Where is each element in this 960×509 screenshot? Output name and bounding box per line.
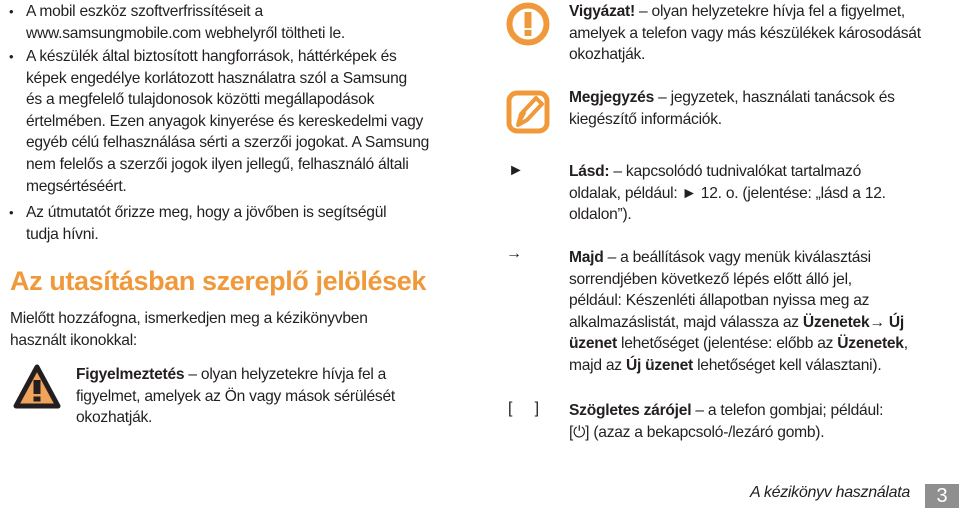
legend-warning <box>76 364 395 429</box>
bullet-item <box>9 1 345 44</box>
text-run: okozhatják. <box>76 409 153 427</box>
text-line <box>569 23 921 45</box>
text-line <box>10 330 368 352</box>
text-run: [⏻] (azaz a bekapcsoló-/lezáró gomb). <box>569 423 825 441</box>
text-run: nem felelős a szerzői jogok ilyen jellegű, felhasználó általi <box>26 155 409 173</box>
bold-term: Üzenetek→ Új <box>802 313 904 331</box>
note-pencil-icon <box>506 90 550 134</box>
text-line <box>26 111 429 133</box>
text-line <box>569 1 921 23</box>
text-line <box>569 161 886 183</box>
text-line <box>569 44 921 66</box>
bold-term: üzenet <box>569 335 617 353</box>
legend-caution <box>569 1 921 66</box>
text-run: majd az <box>569 356 626 374</box>
text-line <box>76 386 395 408</box>
text-run: A készülék által biztosított hangforrások, háttérképek és <box>26 48 397 65</box>
text-run: kiegészítő információk. <box>569 110 722 128</box>
warning-triangle-icon <box>13 364 61 410</box>
text-line <box>76 407 395 429</box>
text-line <box>26 224 386 246</box>
text-run: alkalmazáslistát, majd válassza az <box>569 313 803 331</box>
text-line <box>26 132 429 154</box>
bold-term: Vigyázat! <box>569 3 635 20</box>
footer-section-title: A kézikönyv használata <box>749 484 910 501</box>
text-run: – olyan helyzetekre hívja fel a figyelmet, <box>634 3 906 20</box>
text-line <box>10 308 368 330</box>
text-run: – jegyzetek, használati tanácsok és <box>654 89 895 106</box>
section-heading: Az utasításban szereplő jelölések <box>10 266 426 296</box>
text-line <box>569 333 908 355</box>
follow-arrow-icon: → <box>506 245 522 262</box>
text-run: – olyan helyzetekre hívja fel a <box>184 366 387 383</box>
page-number: 3 <box>925 484 959 508</box>
text-run: képek engedélye korlátozott használatra szól a Samsung <box>26 69 407 87</box>
bullet-dot: • <box>9 205 14 220</box>
text-line <box>26 154 429 176</box>
bullet-item <box>9 46 430 197</box>
bullet-dot: • <box>9 49 14 64</box>
text-line <box>76 364 395 386</box>
intro-paragraph <box>10 308 368 351</box>
text-run: sorrendjében következő lépés előtt álló jel, <box>569 270 852 288</box>
text-run: – a telefon gombjai; például: <box>691 402 884 419</box>
text-run: oldalon”). <box>569 206 632 224</box>
arrow-right-icon: ► <box>508 162 524 179</box>
text-run: www.samsungmobile.com webhelyről töltheti le. <box>26 24 345 42</box>
legend-refer <box>569 161 886 226</box>
text-run: – kapcsolódó tudnivalókat tartalmazó <box>609 163 862 180</box>
bold-term: Üzenetek <box>837 335 904 353</box>
bullet-item <box>9 202 387 245</box>
text-run: értelmében. Ezen anyagok kinyerése és kereskedelmi vagy <box>26 112 424 130</box>
text-run: okozhatják. <box>569 46 646 64</box>
text-run: tudja hívni. <box>26 225 99 243</box>
text-line <box>26 46 429 68</box>
legend-brackets <box>569 400 883 443</box>
text-line <box>26 23 345 45</box>
bullet-dot: • <box>9 4 14 19</box>
text-run: amelyek a telefon vagy más készülékek károsodását <box>569 24 921 42</box>
text-line <box>569 355 908 377</box>
text-run: Mielőtt hozzáfogna, ismerkedjen meg a kézikönyvben <box>10 310 368 327</box>
text-line <box>569 312 908 334</box>
text-line <box>26 68 429 90</box>
text-run: és a megfelelő tulajdonosok közötti megállapodások <box>26 91 375 109</box>
caution-circle-icon <box>506 2 550 46</box>
legend-note <box>569 87 895 130</box>
text-run: , <box>903 335 908 353</box>
bold-term: Majd <box>569 249 604 266</box>
text-run: lehetőséget (jelentése: előbb az <box>616 335 838 353</box>
bold-term: Lásd: <box>569 163 610 180</box>
text-run: használt ikonokkal: <box>10 331 138 349</box>
text-line <box>569 400 883 422</box>
text-line <box>569 204 886 226</box>
square-brackets-icon: [ ] <box>508 400 540 417</box>
bold-term: Figyelmeztetés <box>76 366 185 383</box>
text-run: – a beállítások vagy menük kiválasztási <box>603 249 871 266</box>
text-line <box>569 290 908 312</box>
text-line <box>569 422 883 444</box>
text-line <box>569 247 908 269</box>
text-run: Az útmutatót őrizze meg, hogy a jövőben is segítségül <box>26 204 387 221</box>
text-run: például: Készenléti állapotban nyissa meg az <box>569 292 870 310</box>
text-line <box>569 109 895 131</box>
text-line <box>569 183 886 205</box>
text-line <box>26 1 345 23</box>
text-line <box>569 87 895 109</box>
text-run: megsértéséért. <box>26 177 127 195</box>
bold-term: Megjegyzés <box>569 89 655 106</box>
text-run: egyéb célú felhasználása sérti a szerzői jogokat. A Samsung <box>26 134 430 152</box>
text-run: figyelmet, amelyek az Ön vagy mások sérülését <box>76 387 395 405</box>
text-line <box>26 176 429 198</box>
text-line <box>26 89 429 111</box>
legend-followed <box>569 247 908 377</box>
bold-term: Szögletes zárójel <box>569 402 692 419</box>
bold-term: Új üzenet <box>625 356 693 374</box>
text-line <box>569 269 908 291</box>
text-line <box>26 202 386 224</box>
text-run: A mobil eszköz szoftverfrissítéseit a <box>26 3 263 20</box>
text-run: lehetőséget kell választani). <box>693 356 882 374</box>
text-run: oldalak, például: ► 12. o. (jelentése: „lásd a 12. <box>569 184 886 202</box>
